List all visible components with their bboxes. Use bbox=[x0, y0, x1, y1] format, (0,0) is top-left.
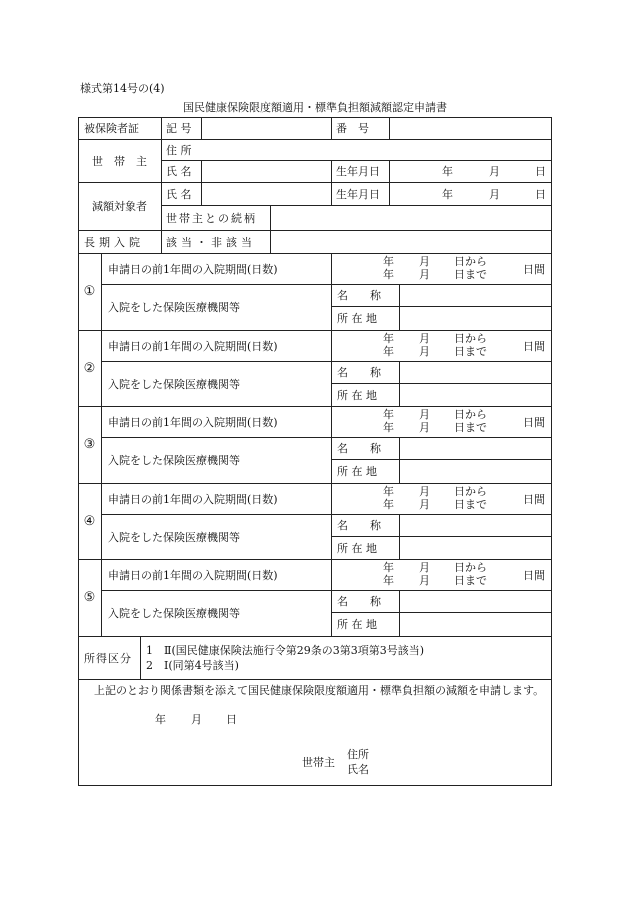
long-term-label: 長期入院 bbox=[84, 235, 144, 249]
insured-card-label: 被保険者証 bbox=[84, 122, 139, 135]
institution-location-label: 所 在 地 bbox=[337, 465, 377, 478]
stay-to-month: 月 bbox=[419, 574, 430, 587]
stay-from-label: 日から bbox=[454, 485, 487, 498]
stay-from-month: 月 bbox=[419, 408, 430, 421]
institution-label: 入院をした保険医療機関等 bbox=[108, 301, 240, 314]
hospital-marker: ④ bbox=[83, 513, 96, 529]
stay-to-label: 日まで bbox=[454, 421, 487, 434]
long-term-value: 該当・非該当 bbox=[166, 235, 256, 249]
institution-name-label: 名 称 bbox=[337, 442, 381, 455]
declaration-month: 月 bbox=[191, 713, 202, 726]
institution-name-label: 名 称 bbox=[337, 595, 381, 608]
declaration-text: 上記のとおり関係書類を添えて国民健康保険限度額適用・標準負担額の減額を申請します。 bbox=[94, 684, 545, 697]
institution-location-label: 所 在 地 bbox=[337, 388, 377, 402]
target-label: 減額対象者 bbox=[92, 200, 147, 213]
stay-to-label: 日まで bbox=[454, 345, 487, 358]
stay-period-label: 申請日の前1年間の入院期間(日数) bbox=[108, 568, 278, 582]
stay-to-year: 年 bbox=[383, 421, 394, 434]
stay-to-year: 年 bbox=[383, 498, 394, 511]
stay-to-label: 日まで bbox=[454, 498, 487, 511]
institution-location-label: 所 在 地 bbox=[337, 312, 377, 325]
hospital-marker: ③ bbox=[83, 437, 96, 452]
stay-from-year: 年 bbox=[383, 255, 394, 268]
stay-to-label: 日まで bbox=[454, 574, 487, 587]
householder-label: 世 帯 主 bbox=[92, 154, 147, 168]
stay-to-month: 月 bbox=[419, 421, 430, 434]
target-day: 日 bbox=[535, 187, 546, 201]
target-month: 月 bbox=[489, 187, 500, 201]
stay-to-year: 年 bbox=[383, 345, 394, 358]
income-option-1: 1 Ⅱ(国民健康保険法施行令第29条の3第3項第3号該当) bbox=[146, 644, 425, 657]
stay-days-label: 日間 bbox=[523, 492, 545, 506]
institution-name-label: 名 称 bbox=[337, 519, 381, 532]
stay-to-month: 月 bbox=[419, 498, 430, 511]
form-number: 様式第14号の(4) bbox=[80, 82, 165, 95]
stay-days-label: 日間 bbox=[523, 339, 545, 353]
stay-period-label: 申請日の前1年間の入院期間(日数) bbox=[108, 492, 278, 506]
target-year: 年 bbox=[442, 187, 453, 201]
stay-days-label: 日間 bbox=[523, 415, 545, 429]
institution-location-label: 所 在 地 bbox=[337, 541, 377, 555]
stay-period-label: 申請日の前1年間の入院期間(日数) bbox=[108, 415, 278, 429]
stay-to-month: 月 bbox=[419, 345, 430, 358]
hospital-marker: ⑤ bbox=[83, 590, 96, 605]
applicant-address-label: 住所 bbox=[347, 748, 369, 761]
stay-from-month: 月 bbox=[419, 332, 430, 345]
stay-from-year: 年 bbox=[383, 485, 394, 498]
stay-to-year: 年 bbox=[383, 268, 394, 281]
income-option-2: 2 Ⅰ(同第4号該当) bbox=[146, 659, 239, 672]
stay-days-label: 日間 bbox=[523, 568, 545, 582]
stay-from-label: 日から bbox=[454, 332, 487, 345]
stay-to-month: 月 bbox=[419, 268, 430, 281]
target-relation-label: 世帯主との続柄 bbox=[166, 211, 257, 225]
form-title: 国民健康保険限度額適用・標準負担額減額認定申請書 bbox=[183, 101, 447, 114]
householder-day: 日 bbox=[535, 165, 546, 178]
target-birthdate-label: 生年月日 bbox=[336, 187, 380, 201]
institution-name-label: 名 称 bbox=[337, 366, 381, 379]
stay-from-month: 月 bbox=[419, 485, 430, 498]
stay-from-year: 年 bbox=[383, 408, 394, 421]
applicant-label: 世帯主 bbox=[302, 756, 335, 769]
stay-period-label: 申請日の前1年間の入院期間(日数) bbox=[108, 262, 278, 276]
institution-label: 入院をした保険医療機関等 bbox=[108, 607, 240, 620]
institution-label: 入院をした保険医療機関等 bbox=[108, 377, 240, 391]
stay-to-label: 日まで bbox=[454, 268, 487, 281]
stay-from-year: 年 bbox=[383, 561, 394, 574]
applicant-name-label: 氏名 bbox=[347, 763, 369, 776]
stay-from-label: 日から bbox=[454, 408, 487, 421]
householder-name-label: 氏 名 bbox=[166, 165, 192, 178]
institution-name-label: 名 称 bbox=[337, 289, 381, 302]
stay-from-label: 日から bbox=[454, 561, 487, 574]
declaration-day: 日 bbox=[226, 713, 237, 726]
householder-birthdate-label: 生年月日 bbox=[336, 165, 380, 178]
stay-from-label: 日から bbox=[454, 255, 487, 268]
insured-number-label: 番 号 bbox=[336, 122, 369, 135]
stay-period-label: 申請日の前1年間の入院期間(日数) bbox=[108, 339, 278, 353]
hospital-marker: ② bbox=[83, 360, 96, 376]
householder-month: 月 bbox=[489, 165, 500, 178]
stay-to-year: 年 bbox=[383, 574, 394, 587]
stay-from-month: 月 bbox=[419, 561, 430, 574]
declaration-year: 年 bbox=[155, 713, 166, 726]
institution-label: 入院をした保険医療機関等 bbox=[108, 454, 240, 467]
stay-from-year: 年 bbox=[383, 332, 394, 345]
stay-days-label: 日間 bbox=[523, 262, 545, 276]
institution-label: 入院をした保険医療機関等 bbox=[108, 530, 240, 544]
target-name-label: 氏 名 bbox=[166, 187, 192, 201]
insured-symbol-label: 記 号 bbox=[166, 122, 192, 135]
institution-location-label: 所 在 地 bbox=[337, 618, 377, 631]
householder-year: 年 bbox=[442, 165, 453, 178]
hospital-marker: ① bbox=[83, 284, 96, 299]
householder-address-label: 住 所 bbox=[166, 143, 192, 157]
stay-from-month: 月 bbox=[419, 255, 430, 268]
income-label: 所得区分 bbox=[84, 651, 132, 665]
